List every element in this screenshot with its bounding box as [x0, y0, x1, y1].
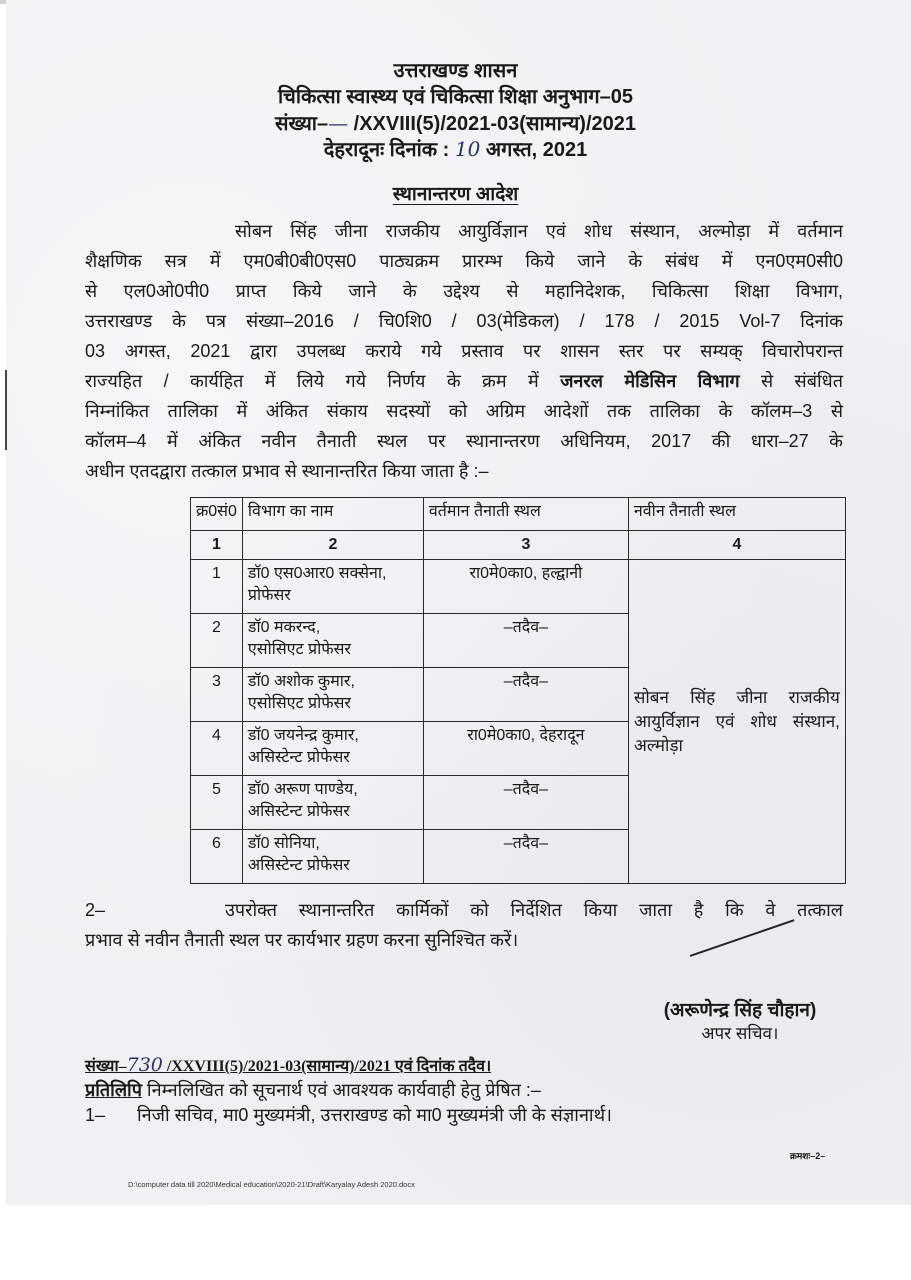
signatory-name: (अरूणेन्द्र सिंह चौहान)	[663, 1000, 817, 1021]
header-name: विभाग का नाम	[242, 498, 423, 531]
continued-marker: क्रमशः–2–	[790, 1151, 826, 1161]
cell-name	[242, 776, 423, 830]
faculty-name: डॉ0 सोनिया,	[247, 835, 320, 852]
faculty-name: डॉ0 अरूण पाण्डेय,	[247, 781, 358, 798]
cell-sno: 6	[191, 830, 243, 884]
para1-line: से एल0ओ0पी0 प्राप्त किये जाने के उद्देश्य से महानिदेशक, चिकित्सा शिक्षा विभाग,	[85, 281, 843, 301]
cell-name	[242, 830, 423, 884]
scan-margin-mark	[5, 370, 7, 450]
para2-line: प्रभाव से नवीन तैनाती स्थल पर कार्यभार ग्रहण करना सुनिश्चित करें।	[85, 930, 519, 950]
column-number-row	[191, 531, 846, 560]
cell-current-posting: –तदैव–	[423, 614, 628, 668]
column-number: 4	[628, 531, 845, 560]
ref-prefix: संख्या–	[274, 113, 329, 135]
cell-current-posting: रा0मे0का0, हल्द्वानी	[423, 560, 628, 614]
faculty-name: डॉ0 जयनेन्द्र कुमार,	[247, 727, 359, 744]
cell-sno: 5	[191, 776, 243, 830]
para1-text: से संबंधित	[739, 371, 843, 391]
para2-number: 2–	[85, 900, 106, 920]
endorsement-reference	[85, 1054, 491, 1076]
endorsement-ref-prefix: संख्या–	[85, 1058, 127, 1075]
faculty-name: डॉ0 अशोक कुमार,	[247, 673, 355, 690]
cell-sno: 3	[191, 668, 243, 722]
para1-line: निम्नांकित तालिका में अंकित संकाय सदस्यों को अग्रिम आदेशों तक तालिका के कॉलम–3 से	[85, 401, 843, 421]
para2-text: उपरोक्त स्थानान्तरित कार्मिकों को निर्देशित किया जाता है कि वे तत्काल	[225, 900, 843, 920]
copy-to-line	[85, 1078, 541, 1102]
para1-line: सोबन सिंह जीना राजकीय आयुर्विज्ञान एवं शोध संस्थान, अल्मोड़ा में वर्तमान	[235, 221, 843, 241]
column-number: 1	[191, 531, 243, 560]
reference-number	[0, 110, 911, 137]
copy-text: निम्नलिखित को सूचनार्थ एवं आवश्यक कार्यवाही हेतु प्रेषित :–	[141, 1080, 541, 1100]
faculty-designation: असिस्टेन्ट प्रोफेसर	[247, 857, 350, 874]
para1-line: शैक्षणिक सत्र में एम0बी0बी0एस0 पाठ्यक्रम प्रारम्भ किये जाने के संबंध में एन0एम0सी0	[85, 251, 843, 271]
date-handwritten: 10	[454, 137, 481, 161]
para1-line: उत्तराखण्ड के पत्र संख्या–2016 / चि0शि0 / 03(मेडिकल) / 178 / 2015 Vol-7 दिनांक	[85, 311, 843, 331]
govt-heading: उत्तराखण्ड शासन	[393, 60, 518, 82]
cell-current-posting: रा0मे0का0, देहरादून	[423, 722, 628, 776]
para1-line: अधीन एतदद्वारा तत्काल प्रभाव से स्थानान्तरित किया जाता है :–	[85, 461, 489, 481]
faculty-name: डॉ0 एस0आर0 सक्सेना,	[247, 565, 387, 582]
ref-suffix: /XXVIII(5)/2021-03(सामान्य)/2021	[348, 113, 637, 135]
file-path-footer: D:\computer data till 2020\Medical education\2020-21\Draft\Karyalay Adesh 2020.docx	[128, 1180, 415, 1189]
cell-sno: 2	[191, 614, 243, 668]
column-number: 2	[242, 531, 423, 560]
cell-sno: 4	[191, 722, 243, 776]
para1-line: 03 अगस्त, 2021 द्वारा उपलब्ध कराये गये प्रस्ताव पर शासन स्तर पर सम्यक् विचारोपरान्त	[85, 341, 843, 361]
paragraph-2	[85, 895, 843, 955]
table-header-row	[191, 498, 846, 531]
department-name: जनरल मेडिसिन विभाग	[560, 371, 740, 391]
para1-line	[85, 366, 843, 396]
cell-name	[242, 560, 423, 614]
copy-label: प्रतिलिपि	[85, 1080, 142, 1100]
date-prefix: देहरादूनः दिनांक :	[323, 139, 455, 161]
faculty-designation: असिस्टेन्ट प्रोफेसर	[247, 749, 350, 766]
faculty-name: डॉ0 मकरन्द,	[247, 619, 321, 636]
order-title	[0, 180, 911, 206]
faculty-designation: प्रोफेसर	[247, 587, 291, 604]
signatory-designation: अपर सचिव।	[701, 1024, 779, 1043]
table-row	[191, 560, 846, 614]
paragraph-1	[85, 216, 843, 486]
endorsement-ref-suffix: /XXVIII(5)/2021-03(सामान्य)/2021 एवं दिनांक तदैव।	[162, 1058, 492, 1075]
header-new-posting: नवीन तैनाती स्थल	[628, 498, 845, 531]
faculty-designation: एसोसिएट प्रोफेसर	[247, 695, 351, 712]
header-current-posting: वर्तमान तैनाती स्थल	[423, 498, 628, 531]
cell-current-posting: –तदैव–	[423, 830, 628, 884]
para2-line	[85, 895, 843, 925]
cell-name	[242, 722, 423, 776]
cell-new-posting: सोबन सिंह जीना राजकीय आयुर्विज्ञान एवं शोध संस्थान, अल्मोड़ा	[628, 560, 845, 884]
cell-name	[242, 614, 423, 668]
copy-recipient-text: निजी सचिव, मा0 मुख्यमंत्री, उत्तराखण्ड को मा0 मुख्यमंत्री जी के संज्ञानार्थ।	[137, 1105, 612, 1125]
faculty-designation: असिस्टेन्ट प्रोफेसर	[247, 803, 350, 820]
ref-handwritten: —	[328, 111, 349, 135]
section-heading: चिकित्सा स्वास्थ्य एवं चिकित्सा शिक्षा अनुभाग–05	[278, 86, 633, 108]
transfer-table	[190, 497, 846, 884]
faculty-designation: एसोसिएट प्रोफेसर	[247, 641, 351, 658]
cell-name	[242, 668, 423, 722]
order-title-text: स्थानान्तरण आदेश	[392, 184, 519, 205]
scan-bottom-edge	[0, 1205, 911, 1280]
column-number: 3	[423, 531, 628, 560]
cell-current-posting: –तदैव–	[423, 668, 628, 722]
cell-sno: 1	[191, 560, 243, 614]
para1-line: कॉलम–4 में अंकित नवीन तैनाती स्थल पर स्थानान्तरण अधिनियम, 2017 की धारा–27 के	[85, 431, 843, 451]
copy-recipient	[85, 1103, 612, 1127]
header-sno: क्र0सं0	[191, 498, 243, 531]
para1-text: राज्यहित / कार्यहित में लिये गये निर्णय के क्रम में	[85, 371, 561, 391]
copy-recipient-number: 1–	[85, 1105, 106, 1125]
cell-current-posting: –तदैव–	[423, 776, 628, 830]
date-suffix: अगस्त, 2021	[480, 139, 588, 161]
endorsement-ref-handwritten: 730	[126, 1054, 163, 1076]
date-line	[0, 136, 911, 163]
